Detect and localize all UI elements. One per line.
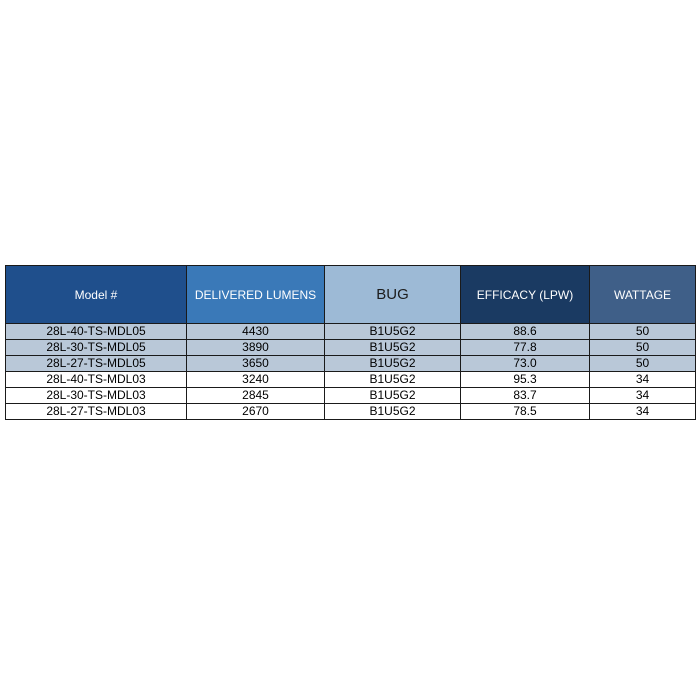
cell-lumens: 3890 [187,340,325,356]
table-row [6,340,696,356]
header-bug: BUG [325,266,461,324]
table-row [6,388,696,404]
cell-efficacy: 78.5 [461,404,590,420]
cell-efficacy: 88.6 [461,324,590,340]
table-row [6,372,696,388]
cell-bug: B1U5G2 [325,404,461,420]
header-efficacy: EFFICACY (LPW) [461,266,590,324]
header-wattage: WATTAGE [590,266,696,324]
cell-model: 28L-40-TS-MDL05 [6,324,187,340]
cell-lumens: 3240 [187,372,325,388]
cell-wattage: 34 [590,372,696,388]
table-body [6,324,696,420]
cell-efficacy: 95.3 [461,372,590,388]
cell-efficacy: 73.0 [461,356,590,372]
table-header [6,266,696,324]
cell-bug: B1U5G2 [325,340,461,356]
cell-lumens: 2845 [187,388,325,404]
header-lumens: DELIVERED LUMENS [187,266,325,324]
cell-efficacy: 77.8 [461,340,590,356]
header-row [6,266,696,324]
cell-model: 28L-30-TS-MDL05 [6,340,187,356]
cell-bug: B1U5G2 [325,324,461,340]
header-model: Model # [6,266,187,324]
cell-model: 28L-27-TS-MDL05 [6,356,187,372]
cell-wattage: 50 [590,356,696,372]
table-row [6,356,696,372]
cell-lumens: 2670 [187,404,325,420]
cell-model: 28L-27-TS-MDL03 [6,404,187,420]
cell-wattage: 34 [590,404,696,420]
cell-bug: B1U5G2 [325,356,461,372]
cell-lumens: 3650 [187,356,325,372]
cell-model: 28L-30-TS-MDL03 [6,388,187,404]
cell-wattage: 50 [590,324,696,340]
table-row [6,404,696,420]
cell-model: 28L-40-TS-MDL03 [6,372,187,388]
cell-wattage: 50 [590,340,696,356]
cell-wattage: 34 [590,388,696,404]
spec-table [5,265,696,420]
cell-bug: B1U5G2 [325,388,461,404]
table-row [6,324,696,340]
cell-lumens: 4430 [187,324,325,340]
cell-efficacy: 83.7 [461,388,590,404]
cell-bug: B1U5G2 [325,372,461,388]
